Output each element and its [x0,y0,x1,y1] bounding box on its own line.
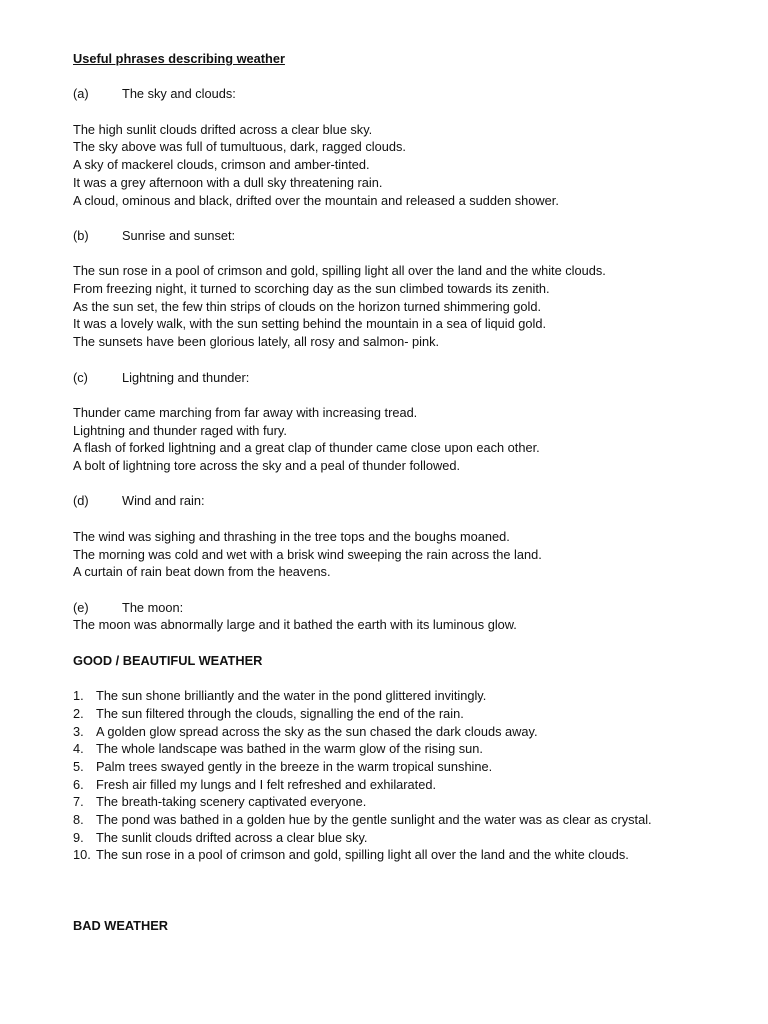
list-number: 4. [73,741,84,757]
section-letter: (c) [73,369,88,385]
section-sunrise-sunset [73,227,733,351]
section-heading [73,227,733,245]
section-title: The moon: [122,599,184,615]
list-text: Fresh air filled my lungs and I felt refreshed and exhilarated. [96,776,437,792]
phrase-line: The sun rose in a pool of crimson and gold, spilling light all over the land and the white clouds. [73,263,606,279]
section-title: The sky and clouds: [122,86,236,102]
phrase-line: A curtain of rain beat down from the heavens. [73,564,331,580]
list-text: The sun rose in a pool of crimson and gold, spilling light all over the land and the white clouds. [96,847,629,863]
phrase-line: The morning was cold and wet with a brisk wind sweeping the rain across the land. [73,546,542,562]
phrase-line: A sky of mackerel clouds, crimson and amber-tinted. [73,157,370,173]
section-wind-rain [73,492,733,581]
list-text: The sunlit clouds drifted across a clear blue sky. [96,829,368,845]
bad-weather-heading: BAD WEATHER [73,918,169,934]
list-number: 5. [73,758,84,774]
section-title: Wind and rain: [122,493,205,509]
phrase-line: The wind was sighing and thrashing in the tree tops and the boughs moaned. [73,528,510,544]
list-text: The whole landscape was bathed in the warm glow of the rising sun. [96,741,483,757]
phrase-line: The moon was abnormally large and it bathed the earth with its luminous glow. [73,617,517,633]
list-number: 6. [73,776,84,792]
phrase-line: It was a grey afternoon with a dull sky threatening rain. [73,174,383,190]
phrase-line: Thunder came marching from far away with increasing tread. [73,404,418,420]
section-letter: (a) [73,86,89,102]
phrase-line: The high sunlit clouds drifted across a clear blue sky. [73,121,373,137]
phrase-line: A flash of forked lightning and a great clap of thunder came close upon each other. [73,440,540,456]
section-heading [73,599,733,617]
list-number: 1. [73,688,84,704]
list-item [73,829,733,847]
section-heading [73,85,733,103]
list-text: The pond was bathed in a golden hue by the gentle sunlight and the water was as clear as crystal. [96,812,652,828]
list-item [73,758,733,776]
list-item [73,705,733,723]
phrase-line: It was a lovely walk, with the sun setting behind the mountain in a sea of liquid gold. [73,316,547,332]
section-heading [73,369,733,387]
list-text: Palm trees swayed gently in the breeze in the warm tropical sunshine. [96,758,493,774]
section-letter: (e) [73,599,89,615]
list-number: 7. [73,794,84,810]
list-number: 10. [73,847,91,863]
list-item [73,723,733,741]
phrase-line: Lightning and thunder raged with fury. [73,422,287,438]
phrase-line: The sky above was full of tumultuous, dark, ragged clouds. [73,139,406,155]
section-letter: (b) [73,227,89,243]
list-item [73,776,733,794]
section-moon [73,599,733,634]
list-number: 9. [73,829,84,845]
good-weather-heading: GOOD / BEAUTIFUL WEATHER [73,652,263,668]
phrase-line: As the sun set, the few thin strips of clouds on the horizon turned shimmering gold. [73,298,542,314]
section-sky-clouds [73,85,733,209]
list-item [73,811,733,829]
section-heading [73,492,733,510]
document-title: Useful phrases describing weather [73,51,285,66]
list-item [73,846,733,864]
section-letter: (d) [73,493,89,509]
phrase-line: From freezing night, it turned to scorching day as the sun climbed towards its zenith. [73,281,550,297]
list-text: A golden glow spread across the sky as the sun chased the dark clouds away. [96,723,538,739]
phrase-line: A bolt of lightning tore across the sky and a peal of thunder followed. [73,458,460,474]
good-weather-list [73,687,733,864]
section-title: Lightning and thunder: [122,369,250,385]
document-page [73,50,733,935]
section-lightning-thunder [73,369,733,475]
list-text: The breath-taking scenery captivated everyone. [96,794,367,810]
list-text: The sun shone brilliantly and the water in the pond glittered invitingly. [96,688,487,704]
phrase-line: A cloud, ominous and black, drifted over the mountain and released a sudden shower. [73,192,559,208]
section-title: Sunrise and sunset: [122,227,236,243]
list-number: 8. [73,812,84,828]
list-item [73,740,733,758]
list-number: 2. [73,705,84,721]
list-text: The sun filtered through the clouds, signalling the end of the rain. [96,705,464,721]
phrase-line: The sunsets have been glorious lately, all rosy and salmon- pink. [73,334,440,350]
list-number: 3. [73,723,84,739]
list-item [73,687,733,705]
list-item [73,793,733,811]
